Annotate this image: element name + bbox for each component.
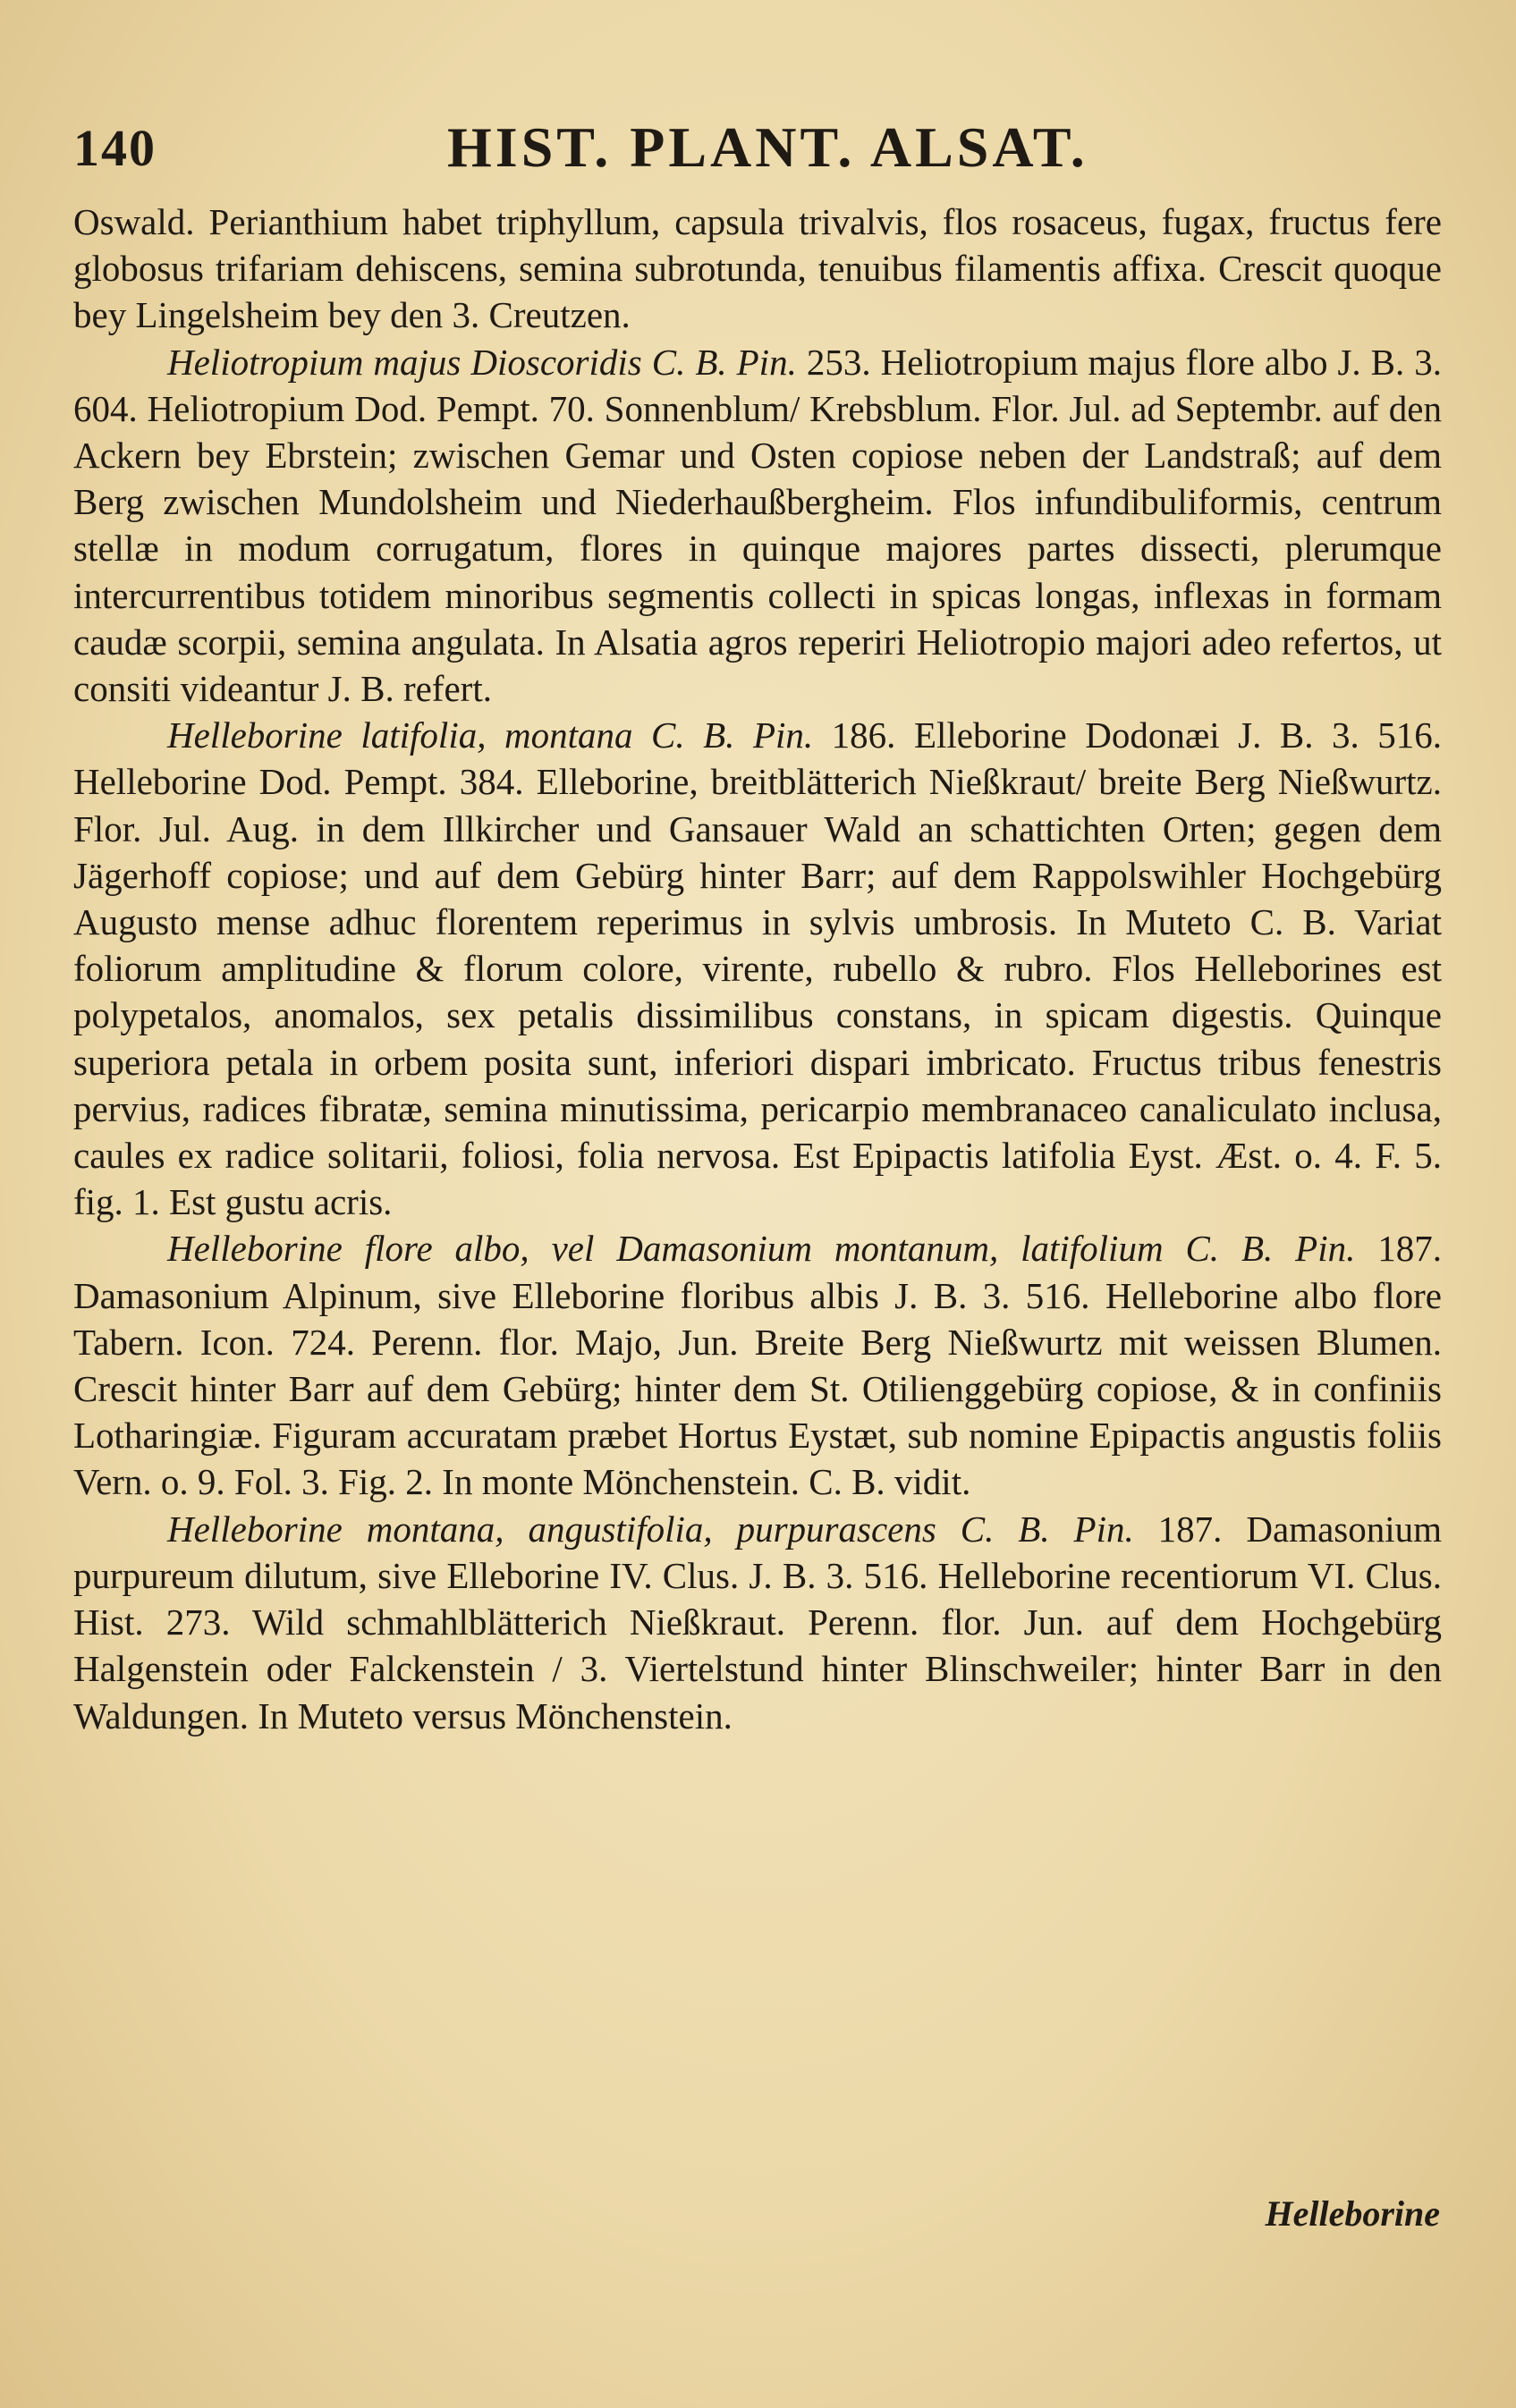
paragraph-text: 253. Heliotropium majus flore albo J. B. 3. 604. Heliotropium Dod. Pempt. 70. Sonnenblum/ Krebsblum. Flor. Jul. ad Septembr. auf den Ackern bey Ebrstein; zwischen Gemar und Osten copiose neben der Landstraß; auf dem Berg zwischen Mundolsheim und Niederhaußbergheim. Flos infundibuliformis, centrum stellæ in modum corrugatum, flores in quinque majores partes dissecti, plerumque intercurrentibus totidem minoribus segmentis collecti in spicas longas, inflexas in formam caudæ scorpii, semina angulata. In Alsatia agros reperiri Heliotropio majori adeo refertos, ut consiti videantur J. B. refert. [73,341,1443,710]
body-text [73,199,1442,1739]
species-heading: Helleborine flore albo, vel Damasonium montanum, latifolium C. B. Pin. [167,1228,1356,1270]
paragraph-text: 186. Elleborine Dodonæi J. B. 3. 516. Helleborine Dod. Pempt. 384. Elleborine, breitblätterich Nießkraut/ breite Berg Nießwurtz. Flor. Jul. Aug. in dem Illkircher und Gansauer Wald an schattichten Orten; gegen dem Jägerhoff copiose; und auf dem Gebürg hinter Barr; auf dem Rappolswihler Hochgebürg Augusto mense adhuc florentem reperimus in sylvis umbrosis. In Muteto C. B. Variat foliorum amplitudine & florum colore, virente, rubello & rubro. Flos Helleborines est polypetalos, anomalos, sex petalis dissimilibus constans, in spicam digestis. Quinque superiora petala in orbem posita sunt, inferiori dispari imbricato. Fructus tribus fenestris pervius, radices fibratæ, semina minutissima, pericarpio membranaceo canaliculato inclusa, caules ex radice solitarii, foliosi, folia nervosa. Est Epipactis latifolia Eyst. Æst. o. 4. F. 5. fig. 1. Est gustu acris. [73,714,1442,1223]
paragraph-text: 187. Damasonium Alpinum, sive Elleborine floribus albis J. B. 3. 516. Helleborine albo flore Tabern. Icon. 724. Perenn. flor. Majo, Jun. Breite Berg Nießwurtz mit weissen Blumen. Crescit hinter Barr auf dem Gebürg; hinter dem St. Otilienggebürg copiose, & in confiniis Lotharingiæ. Figuram accuratam præbet Hortus Eystæt, sub nomine Epipactis angustis foliis Vern. o. 9. Fol. 3. Fig. 2. In monte Mönchenstein. C. B. vidit. [73,1228,1442,1503]
catchword: Helleborine [1265,2193,1440,2234]
page-number: 140 [73,119,157,177]
paragraph-heliotropium [73,339,1442,713]
paragraph-helleborine-flore-albo [73,1225,1442,1505]
paragraph-helleborine-latifolia [73,712,1442,1225]
species-heading: Helleborine montana, angustifolia, purpurascens C. B. Pin. [167,1508,1134,1550]
paragraph-text: 187. Damasonium purpureum dilutum, sive Elleborine IV. Clus. J. B. 3. 516. Helleborine recentiorum VI. Clus. Hist. 273. Wild schmahlblätterich Nießkraut. Perenn. flor. Jun. auf dem Hochgebürg Halgenstein oder Falckenstein / 3. Viertelstund hinter Blinschweiler; hinter Barr in den Waldungen. In Muteto versus Mönchenstein. [73,1508,1443,1736]
species-heading: Heliotropium majus Dioscoridis C. B. Pin. [167,341,797,383]
paragraph-text: Oswald. Perianthium habet triphyllum, capsula trivalvis, flos rosaceus, fugax, fructus fere globosus trifariam dehiscens, semina subrotunda, tenuibus filamentis affixa. Crescit quoque bey Lingelsheim bey den 3. Creutzen. [73,201,1442,336]
paragraph-1 [73,199,1442,339]
page-header [0,107,1516,188]
species-heading: Helleborine latifolia, montana C. B. Pin. [167,714,814,756]
paragraph-helleborine-montana [73,1506,1442,1739]
running-head: HIST. PLANT. ALSAT. [447,115,1088,179]
